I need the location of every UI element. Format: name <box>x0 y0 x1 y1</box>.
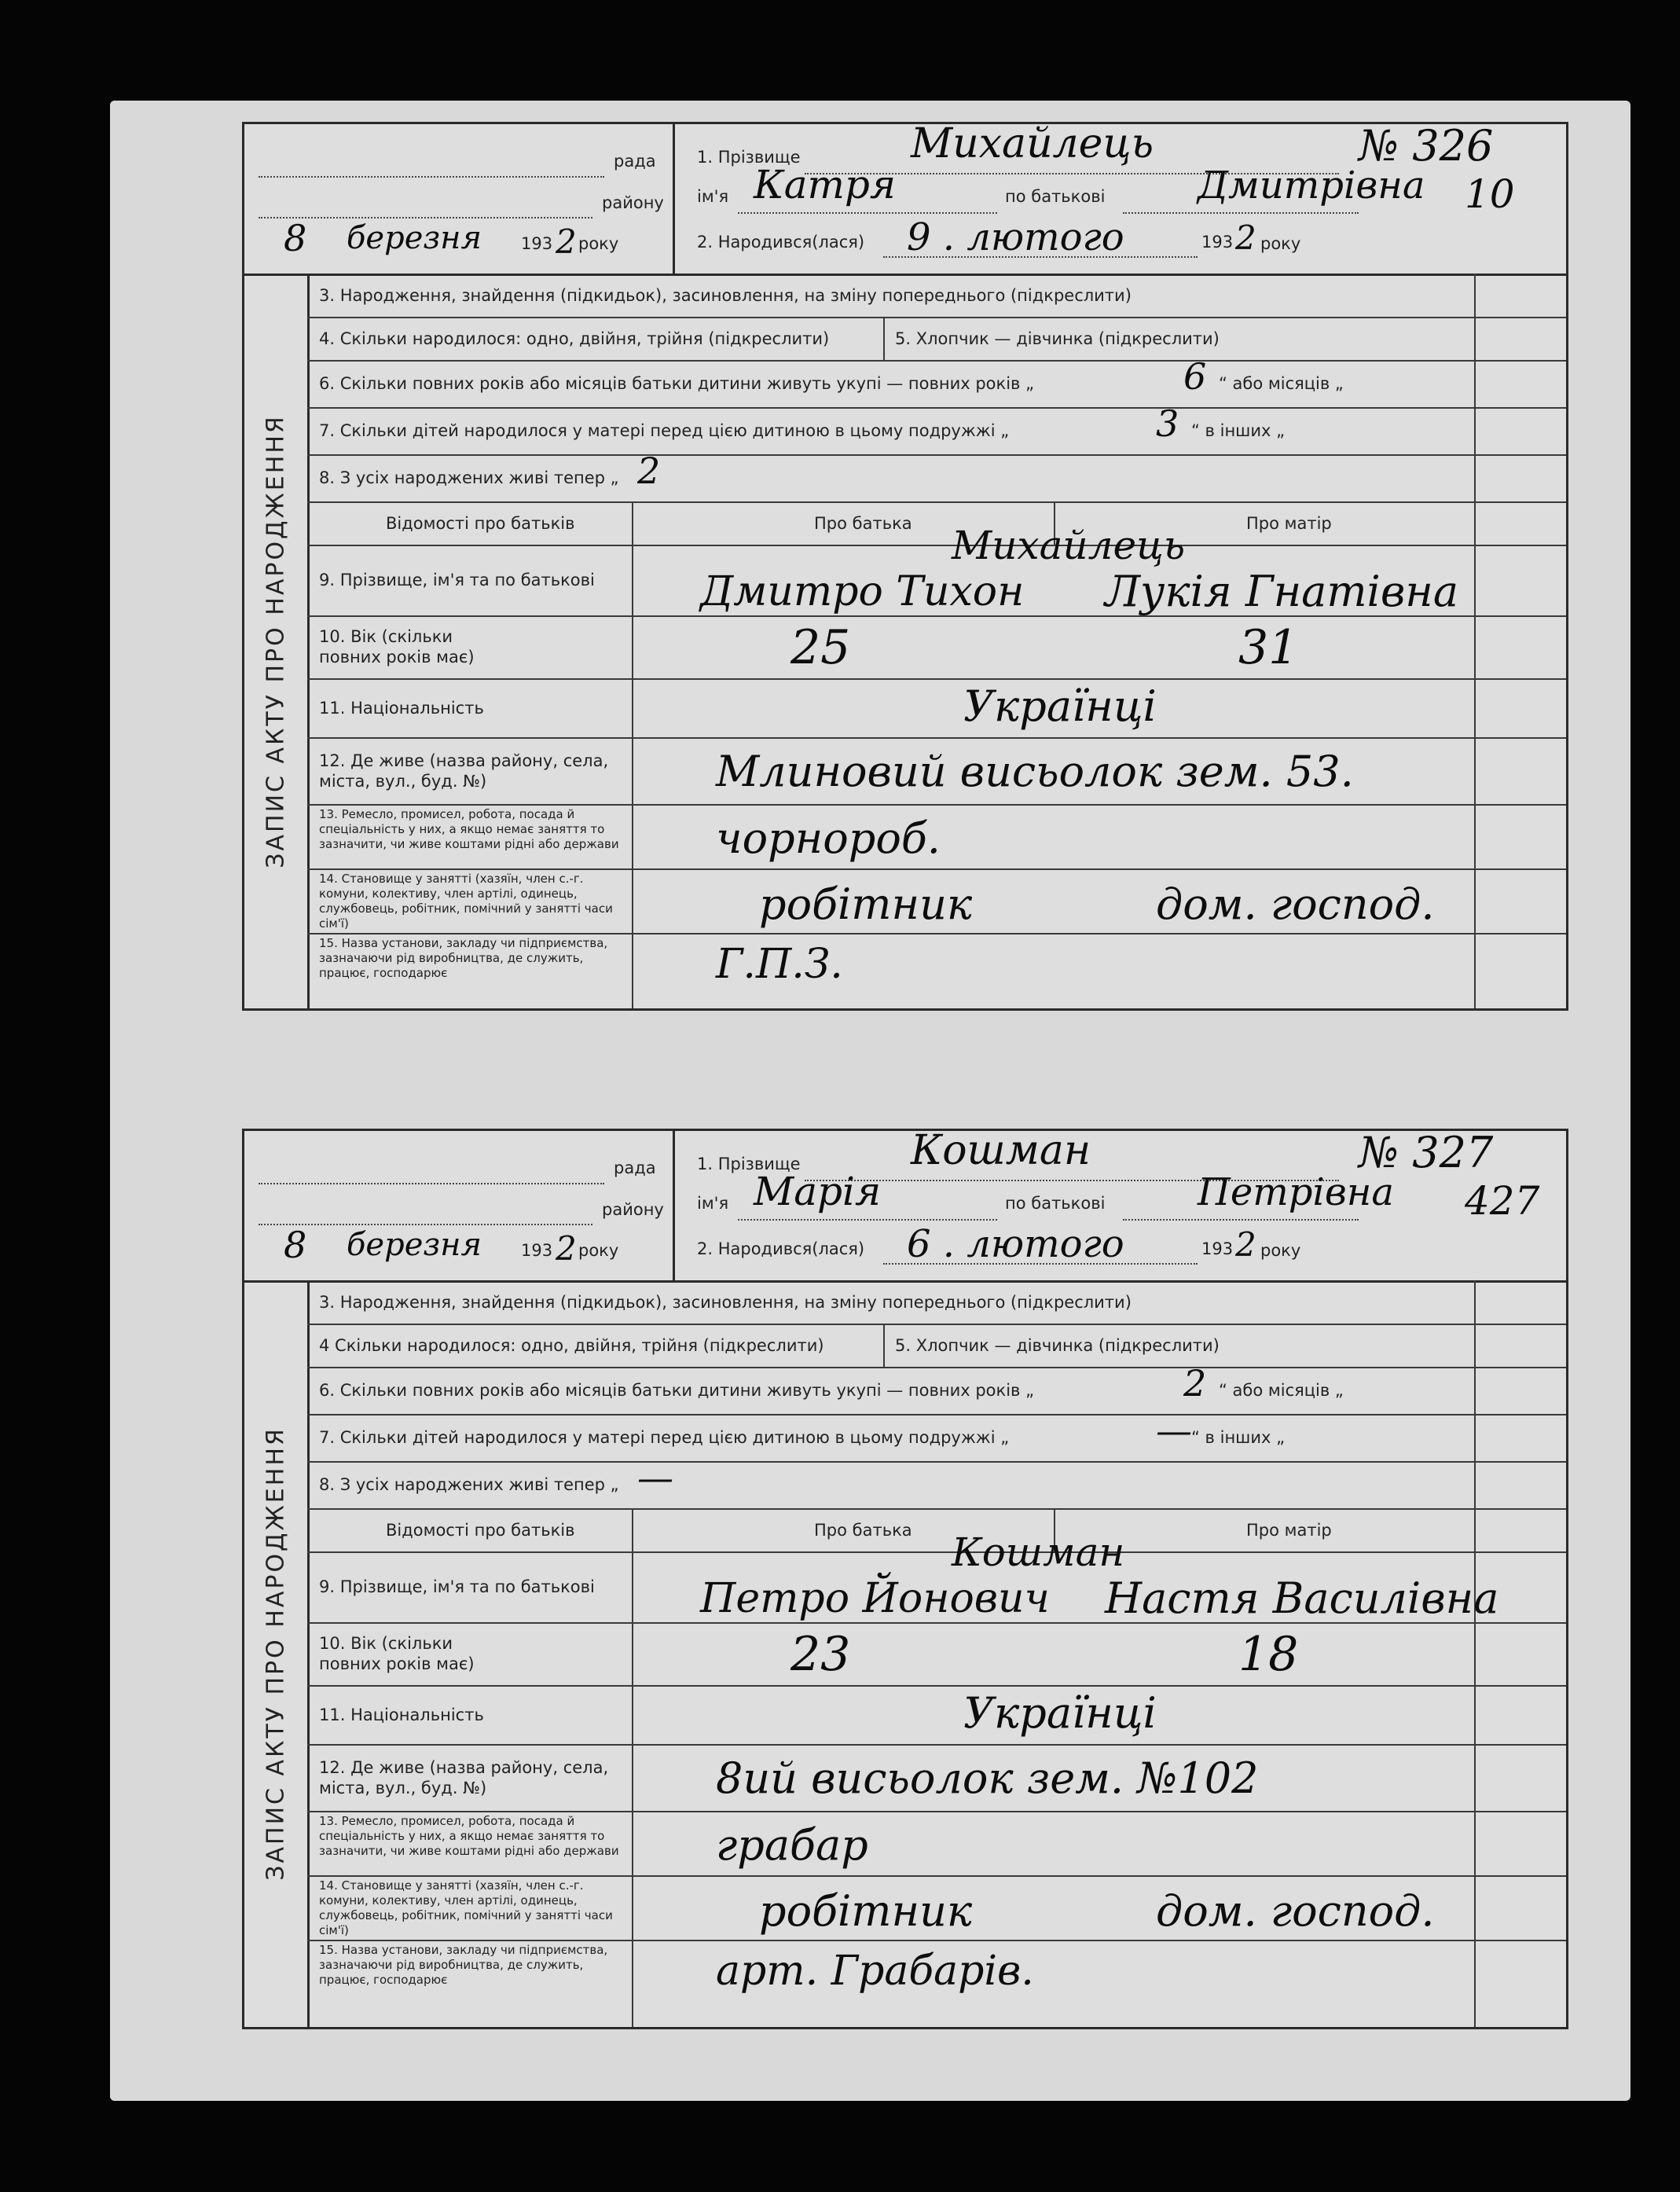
row-15-label: 15. Назва установи, закладу чи підприємства, зазначаючи рід виробництва, де служить, працює, господарює <box>319 936 608 980</box>
address: 8ий висьолок зем. №102 <box>716 1753 1259 1803</box>
rayon-line <box>259 1224 592 1225</box>
row-8-text: 8. З усіх народжених живі тепер „ <box>319 468 619 487</box>
father-position: робітник <box>759 1886 973 1936</box>
father-age: 23 <box>790 1627 851 1682</box>
row-4-5 <box>307 317 1566 362</box>
row-6-tail: “ або місяців „ <box>1219 1381 1344 1400</box>
row-11-nationality <box>307 678 1566 739</box>
nationality: Українці <box>963 681 1157 731</box>
mother-name: Лукія Гнатівна <box>1105 567 1459 616</box>
row-13-label: 13. Ремесло, промисел, робота, посада й спеціальність у них, а якщо немає заняття то зазначити, чи живе коштами рідні або держави <box>319 1814 619 1858</box>
row-7-tail: “ в інших „ <box>1191 421 1286 440</box>
born-label: 2. Народився(лася) <box>697 1239 865 1258</box>
row-8-living <box>307 1456 1566 1510</box>
row-11-label: 11. Національність <box>319 1705 484 1724</box>
row-3-text: 3. Народження, знайдення (підкидьок), засиновлення, на зміну попереднього (підкреслити) <box>319 1292 1132 1312</box>
row-10-age <box>307 615 1566 680</box>
birth-record-1 <box>242 122 1568 1011</box>
row-14-label: 14. Становище у занятті (хазяїн, член с.-г. комуни, колективу, член артілі, одинець, службовець, робітник, помічний у занятті часи сім'ї) <box>319 872 613 931</box>
row-12-label: 12. Де живе (назва району, села, міста, вул., буд. №) <box>319 1757 609 1797</box>
parents-surname: Михайлець <box>952 523 1186 568</box>
row-14-position <box>307 1875 1566 1941</box>
col-info-header: Відомості про батьків <box>386 1520 575 1540</box>
registration-year-digit: 2 <box>556 222 577 261</box>
year-suffix: року <box>578 234 619 253</box>
birth-date: 9 . лютого <box>907 215 1124 259</box>
born-year-suffix: року <box>1260 1241 1301 1260</box>
row-6-text: 6. Скільки повних років або місяців батьки дитини живуть укупі — повних років „ <box>319 374 1034 393</box>
record-side-title <box>244 1280 310 2027</box>
row-10-age <box>307 1622 1566 1687</box>
nationality: Українці <box>963 1688 1157 1738</box>
row-8-value: — <box>637 1456 673 1499</box>
name-label: ім'я <box>697 187 729 206</box>
rada-label: рада <box>614 152 656 171</box>
row-6-value: 6 <box>1183 355 1207 398</box>
row-7-tail: “ в інших „ <box>1191 1428 1286 1447</box>
row-4-divider <box>883 1324 885 1367</box>
workplace: арт. Грабарів. <box>716 1948 1034 1995</box>
patronymic-label: по батькові <box>1005 187 1106 206</box>
row-6-value: 2 <box>1183 1362 1207 1404</box>
row-7-value: — <box>1156 1409 1192 1452</box>
row-3-event-type <box>307 1280 1566 1325</box>
row-3-text: 3. Народження, знайдення (підкидьок), засиновлення, на зміну попереднього (підкреслити) <box>319 285 1132 305</box>
registration-number: № 327 <box>1359 1128 1494 1177</box>
row-7-text: 7. Скільки дітей народилося у матері перед цією дитиною в цьому подружжі „ <box>319 1428 1010 1447</box>
year-prefix: 193 <box>521 234 553 253</box>
mother-age: 18 <box>1238 1627 1299 1682</box>
row-13-label: 13. Ремесло, промисел, робота, посада й спеціальність у них, а якщо немає заняття то зазначити, чи живе коштами рідні або держави <box>319 807 619 851</box>
child-header <box>675 1127 1566 1283</box>
row-10-label: 10. Вік (скільки повних років має) <box>319 627 475 666</box>
row-4-text: 4. Скільки народилося: одно, двійня, трійня (підкреслити) <box>319 329 830 348</box>
side-title-text: ЗАПИС АКТУ ПРО НАРОДЖЕННЯ <box>262 1426 290 1881</box>
mother-position: дом. господ. <box>1156 879 1435 929</box>
registration-header <box>244 1131 675 1283</box>
row-12-address <box>307 1744 1566 1812</box>
surname-label: 1. Прізвище <box>697 1155 801 1173</box>
row-3-event-type <box>307 274 1566 318</box>
row-14-label: 14. Становище у занятті (хазяїн, член с.-г. комуни, колективу, член артілі, одинець, службовець, робітник, помічний у занятті часи сім'ї) <box>319 1878 613 1937</box>
registration-month: березня <box>347 220 482 256</box>
row-6-cohabitation <box>307 1362 1566 1415</box>
child-patronymic: Дмитрівна <box>1198 163 1425 207</box>
child-surname: Кошман <box>911 1127 1091 1174</box>
record-side-title <box>244 274 310 1008</box>
birth-year-digit: 2 <box>1235 218 1256 257</box>
row-5-text: 5. Хлопчик — дівчинка (підкреслити) <box>895 1335 1220 1355</box>
registration-month: березня <box>347 1227 482 1263</box>
mother-position: дом. господ. <box>1156 1886 1435 1936</box>
row-12-label: 12. Де живе (назва району, села, міста, вул., буд. №) <box>319 751 609 791</box>
parents-header-row <box>307 501 1566 546</box>
row-4-divider <box>883 317 885 360</box>
child-surname: Михайлець <box>911 120 1154 167</box>
row-7-text: 7. Скільки дітей народилося у матері перед цією дитиною в цьому подружжі „ <box>319 421 1010 440</box>
child-header <box>675 120 1566 276</box>
parents-header-row <box>307 1508 1566 1553</box>
patronymic-line <box>1123 1219 1359 1221</box>
row-13-trade <box>307 1811 1566 1877</box>
name-line <box>738 1219 997 1221</box>
registration-day: 8 <box>284 217 307 259</box>
registration-day: 8 <box>284 1224 307 1266</box>
row-6-tail: “ або місяців „ <box>1219 374 1344 393</box>
year-suffix: року <box>578 1241 619 1260</box>
born-line <box>883 256 1198 258</box>
row-4-5 <box>307 1324 1566 1368</box>
child-name: Катря <box>754 162 897 207</box>
year-prefix: 193 <box>521 1241 553 1260</box>
row-10-label: 10. Вік (скільки повних років має) <box>319 1634 475 1673</box>
born-year-suffix: року <box>1260 234 1301 253</box>
rayon-label: району <box>602 1200 664 1219</box>
col-mother-header: Про матір <box>1246 1520 1332 1540</box>
rada-label: рада <box>614 1158 656 1177</box>
patronymic-label: по батькові <box>1005 1194 1106 1213</box>
trade: грабар <box>716 1820 868 1870</box>
row-13-trade <box>307 804 1566 870</box>
born-label: 2. Народився(лася) <box>697 233 865 252</box>
birth-date: 6 . лютого <box>907 1222 1124 1266</box>
born-year-prefix: 193 <box>1201 233 1234 252</box>
side-title-text: ЗАПИС АКТУ ПРО НАРОДЖЕННЯ <box>262 413 290 868</box>
workplace: Г.П.З. <box>716 941 843 988</box>
father-age: 25 <box>790 620 851 675</box>
row-9-label: 9. Прізвище, ім'я та по батькові <box>319 1577 595 1596</box>
birth-record-2 <box>242 1129 1568 2029</box>
surname-label: 1. Прізвище <box>697 148 801 167</box>
col-mother-header: Про матір <box>1246 513 1332 533</box>
row-4-text: 4 Скільки народилося: одно, двійня, трійня (підкреслити) <box>319 1335 824 1355</box>
name-line <box>738 212 997 214</box>
registration-extra-number: 10 <box>1465 171 1515 217</box>
father-name: Дмитро Тихон <box>700 568 1025 615</box>
col-info-header: Відомості про батьків <box>386 513 575 533</box>
mother-name: Настя Василівна <box>1105 1573 1499 1623</box>
birth-year-digit: 2 <box>1235 1225 1256 1264</box>
registration-number: № 326 <box>1359 121 1494 171</box>
registration-year-digit: 2 <box>556 1229 577 1268</box>
father-name: Петро Йонович <box>700 1575 1050 1622</box>
row-11-nationality <box>307 1685 1566 1746</box>
row-14-position <box>307 868 1566 934</box>
rada-line <box>259 1183 604 1184</box>
row-5-text: 5. Хлопчик — дівчинка (підкреслити) <box>895 329 1220 348</box>
row-7-value: 3 <box>1156 402 1179 445</box>
address: Млиновий висьолок зем. 53. <box>716 747 1354 796</box>
rayon-label: району <box>602 193 664 212</box>
patronymic-line <box>1123 212 1359 214</box>
row-15-workplace <box>307 1940 1566 2027</box>
row-7-previous-children <box>307 402 1566 456</box>
row-9-label: 9. Прізвище, ім'я та по батькові <box>319 571 595 589</box>
row-6-cohabitation <box>307 355 1566 409</box>
trade: чорнороб. <box>716 813 941 863</box>
parents-surname: Кошман <box>952 1529 1125 1575</box>
father-position: робітник <box>759 879 973 929</box>
born-year-prefix: 193 <box>1201 1239 1234 1258</box>
rayon-line <box>259 217 592 218</box>
mother-age: 31 <box>1238 620 1299 675</box>
row-7-previous-children <box>307 1409 1566 1463</box>
registration-extra-number: 427 <box>1465 1178 1540 1224</box>
child-patronymic: Петрівна <box>1198 1170 1395 1214</box>
child-name: Марія <box>754 1169 882 1214</box>
col-father-header: Про батька <box>814 513 912 533</box>
row-15-workplace <box>307 933 1566 1008</box>
rada-line <box>259 176 604 178</box>
row-11-label: 11. Національність <box>319 698 484 718</box>
col-father-header: Про батька <box>814 1520 912 1540</box>
row-6-text: 6. Скільки повних років або місяців батьки дитини живуть укупі — повних років „ <box>319 1381 1034 1400</box>
row-12-address <box>307 737 1566 806</box>
row-8-text: 8. З усіх народжених живі тепер „ <box>319 1475 619 1494</box>
born-line <box>883 1263 1198 1265</box>
row-8-living <box>307 450 1566 503</box>
name-label: ім'я <box>697 1194 729 1213</box>
registration-header <box>244 124 675 276</box>
row-15-label: 15. Назва установи, закладу чи підприємства, зазначаючи рід виробництва, де служить, працює, господарює <box>319 1943 608 1987</box>
row-8-value: 2 <box>637 450 661 492</box>
